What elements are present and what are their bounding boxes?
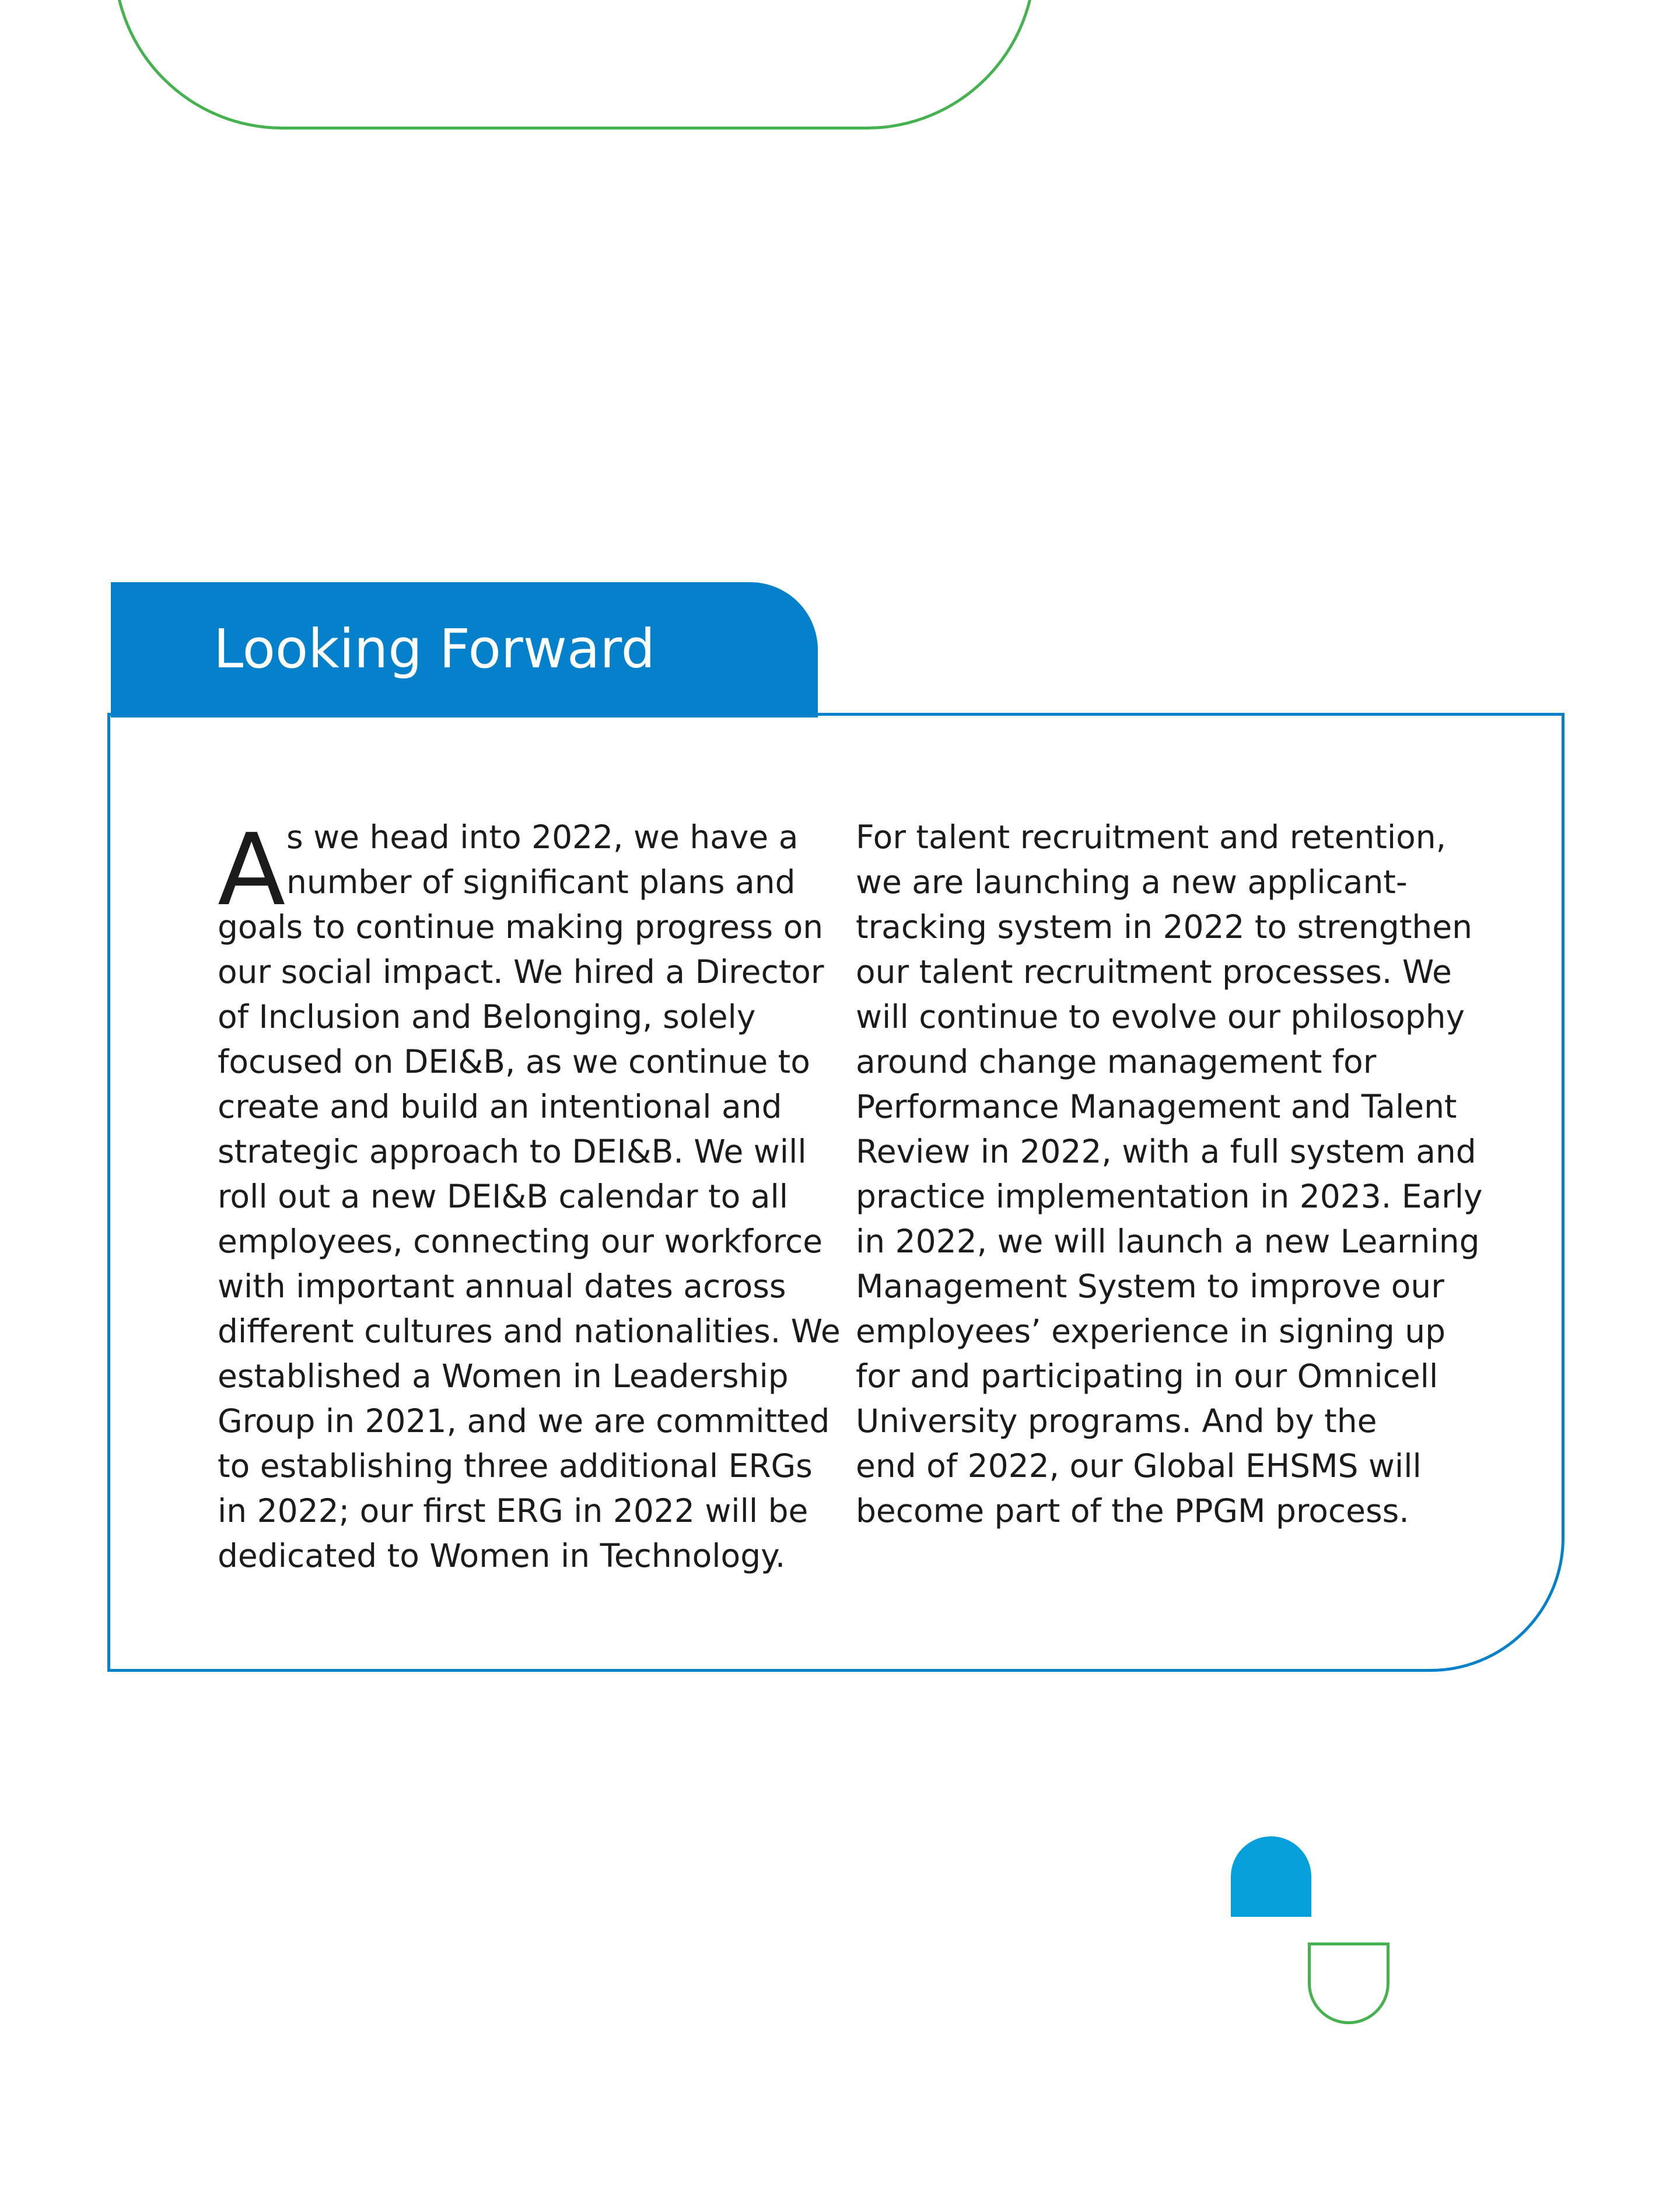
text-line: Management System to improve our (856, 1268, 1444, 1305)
drop-cap: A (218, 813, 286, 928)
section-title: Looking Forward (214, 618, 655, 680)
text-line: number of significant plans and (286, 863, 796, 901)
text-line: roll out a new DEI&B calendar to all (218, 1178, 789, 1215)
text-line: Performance Management and Talent (856, 1088, 1457, 1125)
text-line: goals to continue making progress on (218, 908, 824, 946)
section-header-tab (111, 582, 818, 718)
text-line: different cultures and nationalities. We (218, 1312, 841, 1350)
text-line: practice implementation in 2023. Early (856, 1178, 1483, 1215)
text-line: Group in 2021, and we are committed (218, 1402, 830, 1440)
decorative-green-half-pill-outline (1308, 1943, 1390, 2024)
text-line: strategic approach to DEI&B. We will (218, 1133, 807, 1170)
text-line: we are launching a new applicant- (856, 863, 1408, 901)
text-line: in 2022, we will launch a new Learning (856, 1223, 1480, 1260)
text-line: focused on DEI&B, as we continue to (218, 1043, 810, 1080)
text-line: For talent recruitment and retention, (856, 818, 1447, 856)
text-line: University programs. And by the (856, 1402, 1377, 1440)
text-line: for and participating in our Omnicell (856, 1357, 1438, 1395)
text-line: end of 2022, our Global EHSMS will (856, 1447, 1422, 1485)
text-line: our talent recruitment processes. We (856, 953, 1452, 991)
text-line: tracking system in 2022 to strengthen (856, 908, 1472, 946)
text-line: become part of the PPGM process. (856, 1492, 1409, 1530)
looking-forward-content-box (107, 713, 1564, 1672)
text-line: s we head into 2022, we have a (286, 818, 799, 856)
text-line: our social impact. We hired a Director (218, 953, 824, 991)
text-line: in 2022; our first ERG in 2022 will be (218, 1492, 808, 1530)
text-line: established a Women in Leadership (218, 1357, 789, 1395)
text-line: will continue to evolve our philosophy (856, 998, 1465, 1035)
left-text-column (218, 813, 841, 1578)
decorative-green-arc (113, 0, 1036, 130)
decorative-blue-half-pill (1231, 1836, 1311, 1917)
text-line: employees, connecting our workforce (218, 1223, 823, 1260)
text-line: dedicated to Women in Technology. (218, 1537, 786, 1574)
text-line: create and build an intentional and (218, 1088, 782, 1125)
text-line: to establishing three additional ERGs (218, 1447, 813, 1485)
text-line: employees’ experience in signing up (856, 1312, 1446, 1350)
text-line: Review in 2022, with a full system and (856, 1133, 1476, 1170)
text-line: of Inclusion and Belonging, solely (218, 998, 756, 1035)
text-line: with important annual dates across (218, 1268, 786, 1305)
right-text-column (856, 815, 1483, 1534)
text-line: around change management for (856, 1043, 1377, 1080)
